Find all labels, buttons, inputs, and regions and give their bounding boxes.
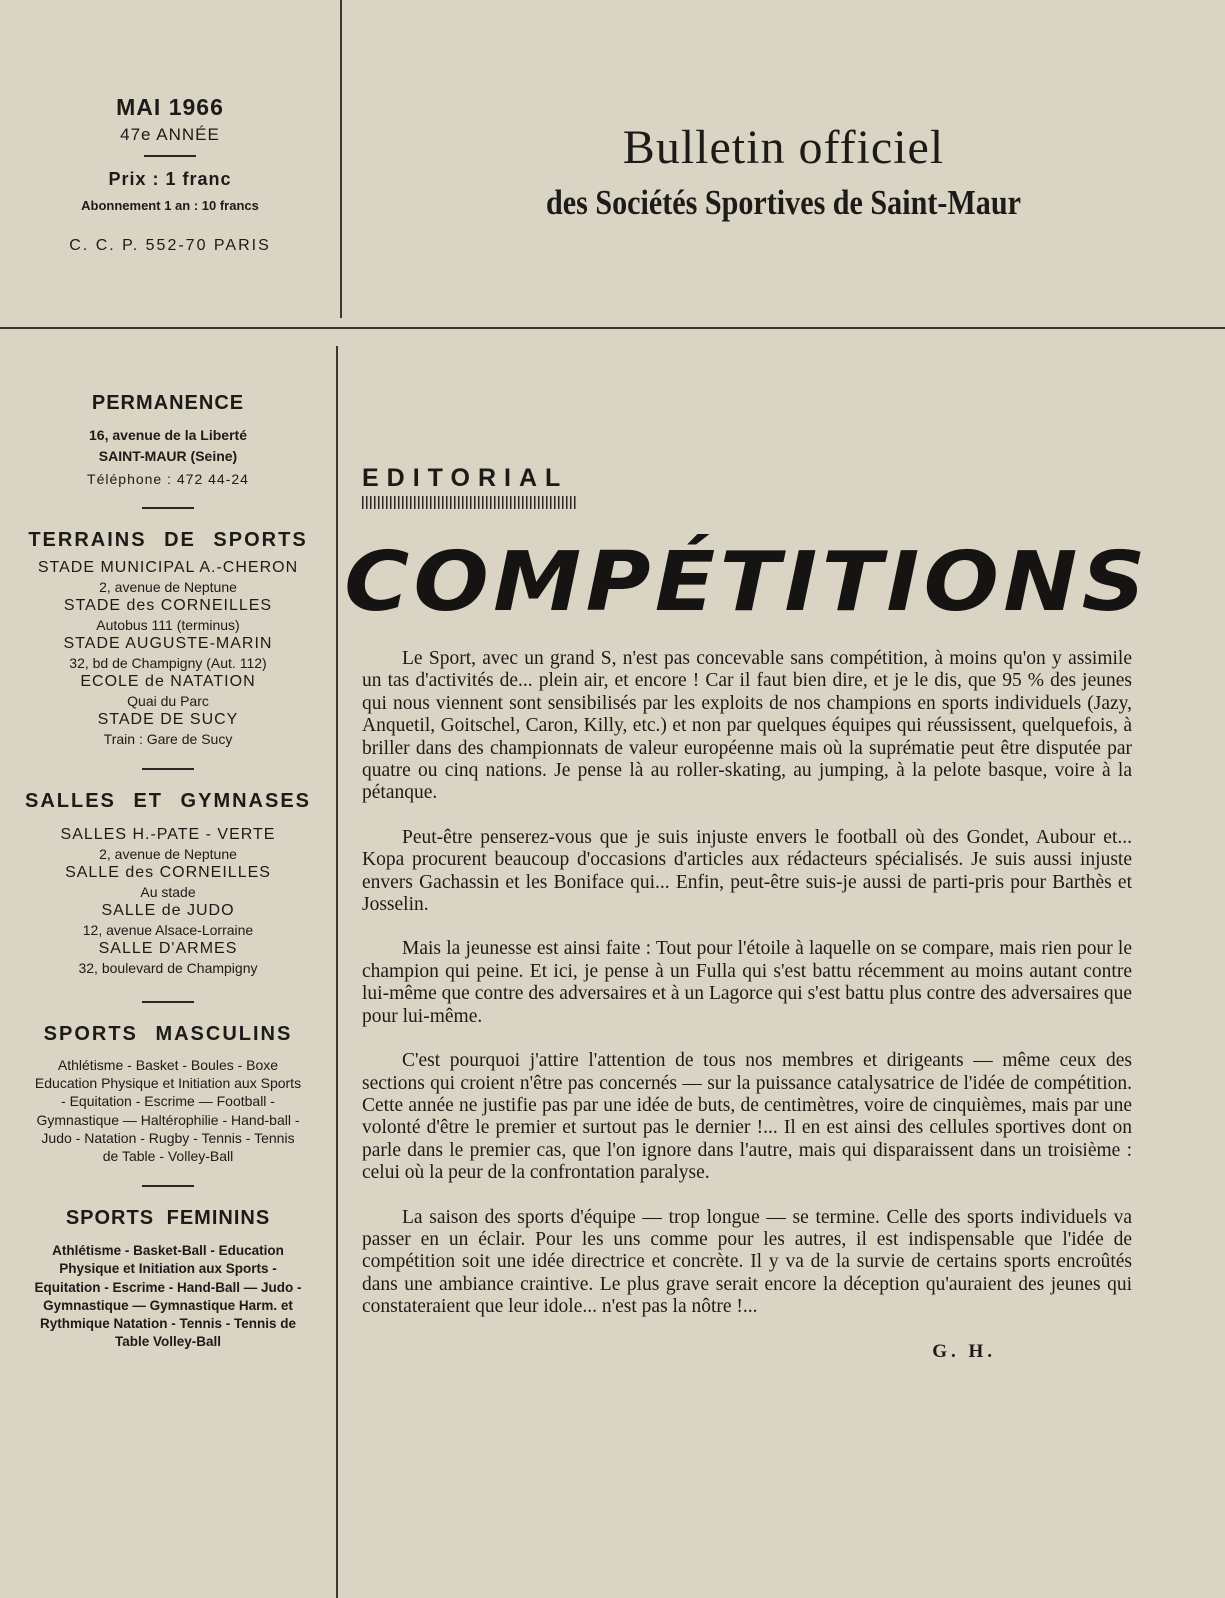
issue-year: 47e ANNÉE: [120, 125, 220, 144]
list-item-name: SALLE de JUDO: [101, 902, 235, 919]
list-item-name: STADE des CORNEILLES: [63, 597, 273, 614]
list-item-name: STADE DE SUCY: [97, 711, 239, 728]
column-divider: [336, 346, 338, 1598]
list-item-detail: 2, avenue de Neptune: [99, 579, 237, 595]
list-item-name: STADE AUGUSTE-MARIN: [63, 635, 273, 652]
editorial: [344, 464, 1150, 1363]
permanence-phone: Téléphone : 472 44-24: [87, 471, 249, 487]
paragraph: C'est pourquoi j'attire l'attention de tous nos membres et dirigeants — même ceux des sections qui croient n'être pas concernés — sur la puissance catalysatrice de l'idée de compétition. Cette année ne justifie pas par une idée de buts, de centimètres, voire de cinquièmes, mais par une volonté d'être le premier et surtout pas le dernier !... Il en est ainsi des cellules sportives dont on parle dans le premier cas, que l'on ignore dans l'autre, mais qui disparaissent dans un troisième : celui où la peur de la confrontation paralyse.: [362, 1050, 1132, 1184]
sidebar: [0, 392, 336, 1351]
list-item-detail: 32, bd de Champigny (Aut. 112): [69, 655, 267, 671]
sports-list: Athlétisme - Basket-Ball - Education Physique et Initiation aux Sports - Equitation - Escrime - Hand-Ball — Judo - Gymnastique — Gymnastique Harm. et Rythmique Natation - Tennis - Tennis de Table Volley-Ball: [34, 1243, 302, 1350]
section-title: TERRAINS DE SPORTS: [28, 529, 308, 551]
editorial-underline: [362, 496, 578, 509]
list-item-detail: 32, boulevard de Champigny: [78, 960, 258, 976]
list-item-detail: Autobus 111 (terminus): [96, 617, 240, 633]
divider: [142, 768, 194, 770]
divider: [144, 155, 196, 157]
list-item-name: ECOLE de NATATION: [80, 673, 256, 690]
permanence-section: [0, 392, 336, 491]
price: Prix : 1 franc: [108, 169, 232, 189]
list-item-detail: Quai du Parc: [127, 693, 209, 709]
list-item-name: SALLES H.-PATE - VERTE: [60, 826, 276, 843]
editorial-body: [362, 648, 1132, 1319]
terrains-section: [0, 529, 336, 748]
bulletin-subtitle: des Sociétés Sportives de Saint-Maur: [546, 183, 1021, 222]
list-item-name: SALLE des CORNEILLES: [65, 864, 271, 881]
issue-info: [0, 80, 340, 310]
permanence-address: 16, avenue de la Liberté: [89, 427, 247, 443]
paragraph: La saison des sports d'équipe — trop longue — se termine. Celle des sports individuels va passer en un éclair. Pour les uns comme pour les autres, il est indispensable que l'idée de compétition soit une idée directrice et concrète. Il y va de la survie de certains sports encroûtés dans une ambiance craintive. Le plus grave serait encore la déception qu'auraient des jeunes qui constateraient que leur idole... n'est pas la nôtre !...: [362, 1206, 1132, 1318]
editorial-label: EDITORIAL: [362, 464, 569, 492]
divider: [142, 507, 194, 509]
issue-date: MAI 1966: [116, 94, 224, 120]
list-item-name: SALLE D'ARMES: [98, 940, 238, 957]
list-item-detail: Train : Gare de Sucy: [103, 731, 233, 747]
bulletin-title: Bulletin officiel: [622, 121, 945, 174]
list-item-name: STADE MUNICIPAL A.-CHERON: [37, 559, 299, 576]
sports-masculins-section: [0, 1023, 336, 1165]
section-title: SALLES ET GYMNASES: [24, 790, 312, 812]
masthead: [342, 120, 1225, 223]
signature: G. H.: [932, 1340, 996, 1362]
sports-list: Athlétisme - Basket - Boules - Boxe Education Physique et Initiation aux Sports - Equitation - Escrime — Football - Gymnastique — Haltérophilie - Hand-ball - Judo - Natation - Rugby - Tennis - Tennis de Table - Volley-Ball: [34, 1057, 302, 1165]
paragraph: Le Sport, avec un grand S, n'est pas concevable sans compétition, à moins qu'on y assimile un tas d'activités de... plein air, et encore ! Car il faut bien dire, et je le dis, que 95 % des jeunes qui nous viennent sont sensibilisés par les exploits de nos champions en sports individuels (Jazy, Anquetil, Goitschel, Caron, Killy, etc.) et non par quelques équipes qui réussissent, quelquefois, à briller dans des championnats de valeur européenne mais où la suprématie peut être disputée par quatre ou cinq nations. Je pense là au roller-skating, au jumping, à la pelote basque, voire à la pétanque.: [362, 648, 1132, 804]
ccp-number: C. C. P. 552-70 PARIS: [69, 237, 271, 254]
list-item-detail: 2, avenue de Neptune: [99, 846, 237, 862]
permanence-city: SAINT-MAUR (Seine): [98, 448, 238, 464]
section-title: PERMANENCE: [91, 392, 245, 414]
sports-feminins-section: [0, 1207, 336, 1351]
section-title: SPORTS MASCULINS: [43, 1023, 293, 1045]
list-item-detail: Au stade: [140, 884, 196, 900]
paragraph: Mais la jeunesse est ainsi faite : Tout pour l'étoile à laquelle on se compare, mais rien pour le champion qui peine. Et ici, je pense à un Fulla qui s'est battu récemment au moins autant contre lui-même que contre des adversaires et à un Lagorce qui s'est battu plus contre des adversaires que pour lui-même.: [362, 938, 1132, 1027]
divider: [142, 1001, 194, 1003]
divider: [142, 1185, 194, 1187]
header-divider-horizontal: [0, 327, 1225, 329]
headline: COMPÉTITIONS: [344, 535, 1150, 630]
section-title: SPORTS FEMININS: [65, 1207, 271, 1230]
subscription: Abonnement 1 an : 10 francs: [81, 198, 259, 213]
list-item-detail: 12, avenue Alsace-Lorraine: [82, 922, 254, 938]
paragraph: Peut-être penserez-vous que je suis injuste envers le football où des Gondet, Aubour et... Kopa procurent beaucoup d'occasions d'articles aux rédacteurs spécialisés. Je suis aussi injuste envers Gachassin et les Boniface qui... Enfin, peut-être suis-je aussi de parti-pris pour Barthès et Josselin.: [362, 826, 1132, 916]
salles-section: [0, 790, 336, 977]
